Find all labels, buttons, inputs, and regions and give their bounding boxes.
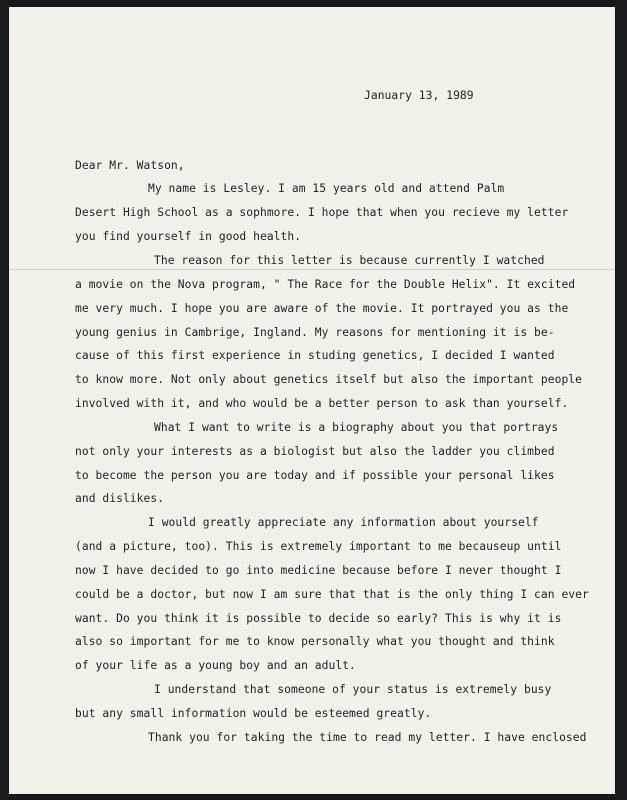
- body-line: involved with it, and who would be a better person to ask than yourself.: [75, 397, 569, 410]
- body-line: also so important for me to know personally what you thought and think: [75, 635, 555, 648]
- body-line: of your life as a young boy and an adult.: [75, 659, 356, 672]
- body-line: but any small information would be esteemed greatly.: [75, 707, 432, 720]
- body-line: and dislikes.: [75, 492, 165, 505]
- body-line: The reason for this letter is because currently I watched: [154, 254, 545, 267]
- body-line: now I have decided to go into medicine because before I never thought I: [75, 564, 562, 577]
- body-line: Thank you for taking the time to read my letter. I have enclosed: [148, 731, 587, 744]
- letter-page: [9, 7, 615, 794]
- body-line: not only your interests as a biologist but also the ladder you climbed: [75, 445, 555, 458]
- body-line: to know more. Not only about genetics itself but also the important people: [75, 373, 582, 386]
- body-line: to become the person you are today and if possible your personal likes: [75, 469, 555, 482]
- body-line: you find yourself in good health.: [75, 230, 302, 243]
- body-line: Desert High School as a sophmore. I hope that when you recieve my letter: [75, 206, 569, 219]
- body-line: want. Do you think it is possible to decide so early? This is why it is: [75, 612, 562, 625]
- body-line: cause of this first experience in studing genetics, I decided I wanted: [75, 349, 555, 362]
- letter-date: January 13, 1989: [364, 89, 474, 102]
- body-line: could be a doctor, but now I am sure that that is the only thing I can ever: [75, 588, 589, 601]
- body-line: a movie on the Nova program, " The Race for the Double Helix". It excited: [75, 278, 576, 291]
- fold-crease: [9, 269, 615, 270]
- body-line: me very much. I hope you are aware of the movie. It portrayed you as the: [75, 302, 569, 315]
- body-line: My name is Lesley. I am 15 years old and attend Palm: [148, 182, 505, 195]
- body-line: I understand that someone of your status is extremely busy: [154, 683, 552, 696]
- body-line: (and a picture, too). This is extremely important to me becauseup until: [75, 540, 562, 553]
- letter-salutation: Dear Mr. Watson,: [75, 159, 185, 172]
- body-line: I would greatly appreciate any information about yourself: [148, 516, 539, 529]
- body-line: young genius in Cambrige, Ingland. My reasons for mentioning it is be-: [75, 326, 555, 339]
- body-line: What I want to write is a biography about you that portrays: [154, 421, 559, 434]
